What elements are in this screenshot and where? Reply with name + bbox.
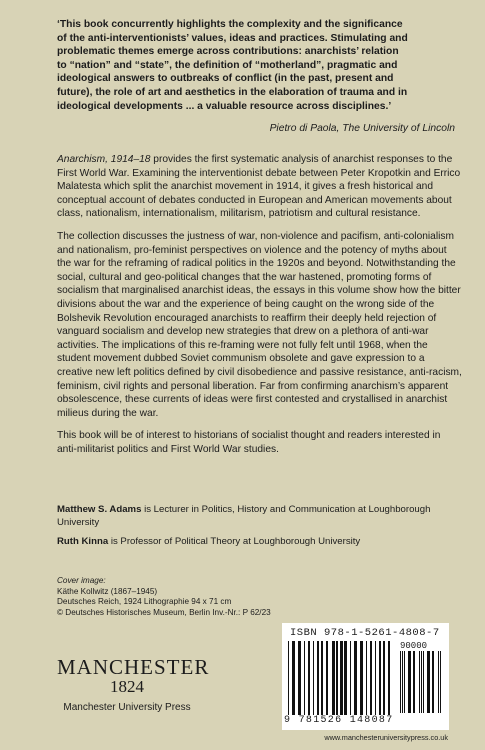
cover-credit-line: © Deutsches Historisches Museum, Berlin Inv.-Nr.: P 62/23 (57, 607, 271, 617)
publisher-logo (57, 655, 210, 713)
barcode-bar (292, 641, 295, 715)
barcode-bar (360, 641, 363, 715)
quote-line: of the anti-interventionists’ values, ideas and practices. Stimulating and (57, 32, 408, 44)
publisher-logo-year: 1824 (110, 677, 144, 696)
barcode-bar (379, 641, 381, 715)
barcode-bar (321, 641, 323, 715)
author-name: Matthew S. Adams (57, 504, 142, 515)
cover-image-credit (57, 576, 357, 618)
cover-credit-line: Käthe Kollwitz (1867–1945) (57, 586, 158, 596)
barcode-bar (350, 641, 351, 715)
barcode-bar (402, 651, 403, 713)
blurb-body (57, 153, 462, 465)
barcode-bar (413, 651, 415, 713)
barcode-bar (308, 641, 310, 715)
cover-image-label: Cover image: (57, 576, 106, 585)
barcode-bar (421, 651, 422, 713)
barcode-bar (326, 641, 328, 715)
cover-credit-line: Deutsches Reich, 1924 Lithographie 94 x 71 cm (57, 597, 232, 607)
quote-line: future), the role of art and aesthetics in the elaboration of trauma and in (57, 86, 408, 98)
addon-barcode-bars (400, 651, 444, 713)
quote-line: problematic themes emerge across contributions: anarchists’ relation (57, 46, 399, 58)
isbn-barcode (282, 623, 449, 730)
barcode-bar (427, 651, 430, 713)
quote-line: ideological developments ... a valuable resource across disciplines.’ (57, 100, 392, 112)
publisher-website: www.manchesteruniversitypress.co.uk (324, 733, 448, 742)
ean-barcode-bars (288, 641, 396, 715)
book-title: Anarchism, 1914–18 (57, 154, 151, 165)
isbn-number: ISBN 978-1-5261-4808-7 (290, 627, 440, 639)
quote-line: ideological answers to outbreaks of conflict (in the past, present and (57, 73, 394, 85)
quote-line: ‘This book concurrently highlights the complexity and the significance (57, 19, 403, 30)
barcode-bar (370, 641, 372, 715)
author-bio (57, 536, 462, 549)
price-addon-number: 90000 (400, 641, 428, 651)
barcode-bar (288, 641, 289, 715)
barcode-bar (400, 651, 401, 713)
blurb-paragraph-1-text: provides the first systematic analysis of anarchist responses to the First World War. Examining the interventionist debate between Peter Kropotkin and Errico Malatesta which split the anarchist movement in 1914, it gives a fresh historical and conceptual account of debates conducted in European and American movements about class, nationalism, internationalism, militarism, patriotism and cultural resistance. (57, 154, 461, 220)
barcode-bar (375, 641, 376, 715)
quote-attribution: Pietro di Paola, The University of Lincoln (269, 123, 455, 134)
barcode-bar (340, 641, 343, 715)
barcode-bar (336, 641, 338, 715)
barcode-bar (317, 641, 319, 715)
author-bio-text: is Professor of Political Theory at Loughborough University (108, 536, 361, 548)
quote-line: to “nation” and “state”, the definition of “motherland”, pragmatic and (57, 59, 398, 71)
barcode-bar (388, 641, 390, 715)
barcode-bar (419, 651, 420, 713)
blurb-paragraph-2: The collection discusses the justness of war, non-violence and pacifism, anti-colonialism and nationalism, pro-feminist perspectives on violence and the potency of myths about the war for the reframing of radical politics in the 1920s and beyond. Notwithstanding the social, cultural and geo-political changes that the war hastened, promoting forms of socialism that marginalised anarchist ideas, the essays in this volume show how the bitter divisions about the war and the experience of being caught on the wrong side of the Bolshevik Revolution encouraged anarchists to reaffirm their deeply held rejection of vanguard socialism and develop new strategies that drew on a plethora of anti-war activities. The implications of this re-framing were not fully felt until 1968, when the student movement dubbed Soviet communism obsolete and gave expression to a creative new left politics defined by civil disobedience and passive resistance, anti-racism, feminism, civil rights and personal liberation. Far from confirming anarchism’s apparent obsolescence, these currents of ideas were first contested and crystallised in anarchist milieus during the war. (57, 230, 462, 419)
author-bio-text: is Lecturer in Politics, History and Communication at Loughborough University (57, 504, 431, 528)
barcode-bar (404, 651, 405, 713)
barcode-bar (432, 651, 434, 713)
barcode-bar (366, 641, 367, 715)
author-bio (57, 504, 462, 529)
blurb-paragraph-1 (57, 153, 462, 221)
barcode-bar (438, 651, 439, 713)
barcode-bar (354, 641, 357, 715)
endorsement-quote (57, 18, 457, 113)
ean-number: 9 781526 148087 (284, 715, 394, 726)
blurb-paragraph-3: This book will be of interest to historians of socialist thought and readers interested in anti-militarist politics and First World War studies. (57, 430, 441, 455)
publisher-press-name: Manchester University Press (63, 702, 191, 713)
barcode-bar (440, 651, 441, 713)
author-bios (57, 504, 462, 556)
barcode-bar (344, 641, 347, 715)
publisher-logo-name: MANCHESTER (57, 655, 210, 679)
barcode-bar (332, 641, 335, 715)
barcode-bar (423, 651, 424, 713)
barcode-bar (298, 641, 301, 715)
author-name: Ruth Kinna (57, 536, 109, 548)
barcode-bar (304, 641, 305, 715)
barcode-bar (313, 641, 314, 715)
barcode-bar (383, 641, 385, 715)
barcode-bar (408, 651, 411, 713)
